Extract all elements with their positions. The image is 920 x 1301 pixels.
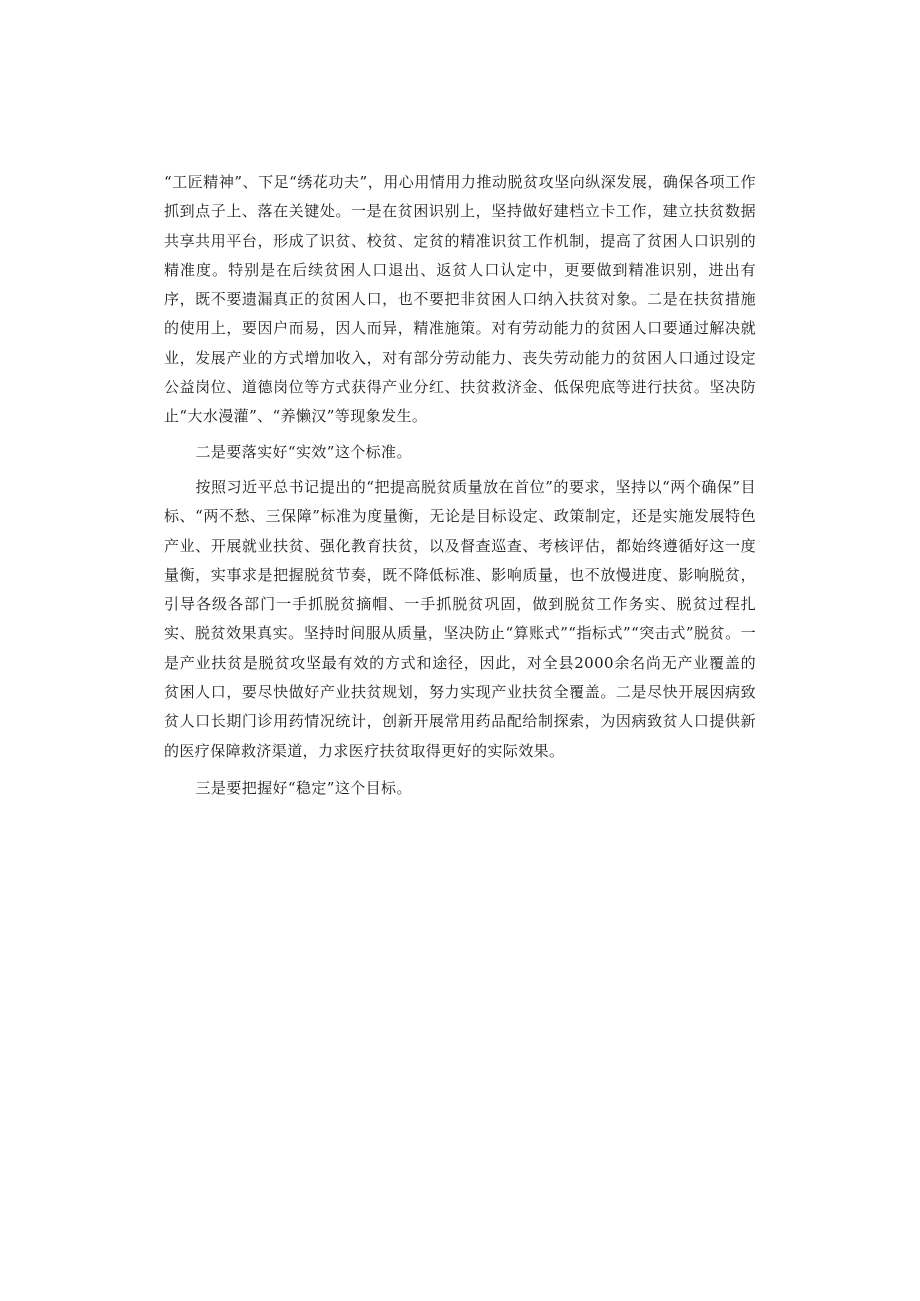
section-heading: 二是要落实好“实效”这个标准。 <box>195 442 412 461</box>
body-paragraph: 按照习近平总书记提出的“把提高脱贫质量放在首位”的要求，坚持以“两个确保”目标、“两不愁、三保障”标准为度量衡，无论是目标设定、政策制定，还是实施发展特色产业、开展就业扶贫、强化教育扶贫，以及督查巡查、考核评估，都始终遵循好这一度量衡，实事求是把握脱贫节奏，既不降低标准、影响质量，也不放慢进度、影响脱贫，引导各级各部门一手抓脱贫摘帽、一手抓脱贫巩固，做到脱贫工作务实、脱贫过程扎实、脱贫效果真实。坚持时间服从质量，坚决防止“算账式”“指标式”“突击式”脱贫。一是产业扶贫是脱贫攻坚最有效的方式和途径，因此，对全县2000余名尚无产业覆盖的贫困人口，要尽快做好产业扶贫规划，努力实现产业扶贫全覆盖。二是尽快开展因病致贫人口长期门诊用药情况统计，创新开展常用药品配给制探索，为因病致贫人口提供新的医疗保障救济渠道，力求医疗扶贫取得更好的实际效果。 <box>164 477 756 760</box>
document-body <box>164 168 756 803</box>
section-heading: 三是要把握好“稳定”这个目标。 <box>195 778 412 797</box>
body-paragraph: “工匠精神”、下足“绣花功夫”，用心用情用力推动脱贫攻坚向纵深发展，确保各项工作抓到点子上、落在关键处。一是在贫困识别上，坚持做好建档立卡工作，建立扶贫数据共享共用平台，形成了识贫、校贫、定贫的精准识贫工作机制，提高了贫困人口识别的精准度。特别是在后续贫困人口退出、返贫人口认定中，更要做到精准识别，进出有序，既不要遗漏真正的贫困人口，也不要把非贫困人口纳入扶贫对象。二是在扶贫措施的使用上，要因户而易，因人而异，精准施策。对有劳动能力的贫困人口要通过解决就业，发展产业的方式增加收入，对有部分劳动能力、丧失劳动能力的贫困人口通过设定公益岗位、道德岗位等方式获得产业分红、扶贫救济金、低保兜底等进行扶贫。坚决防止“大水漫灌”、“养懒汉”等现象发生。 <box>164 173 756 426</box>
